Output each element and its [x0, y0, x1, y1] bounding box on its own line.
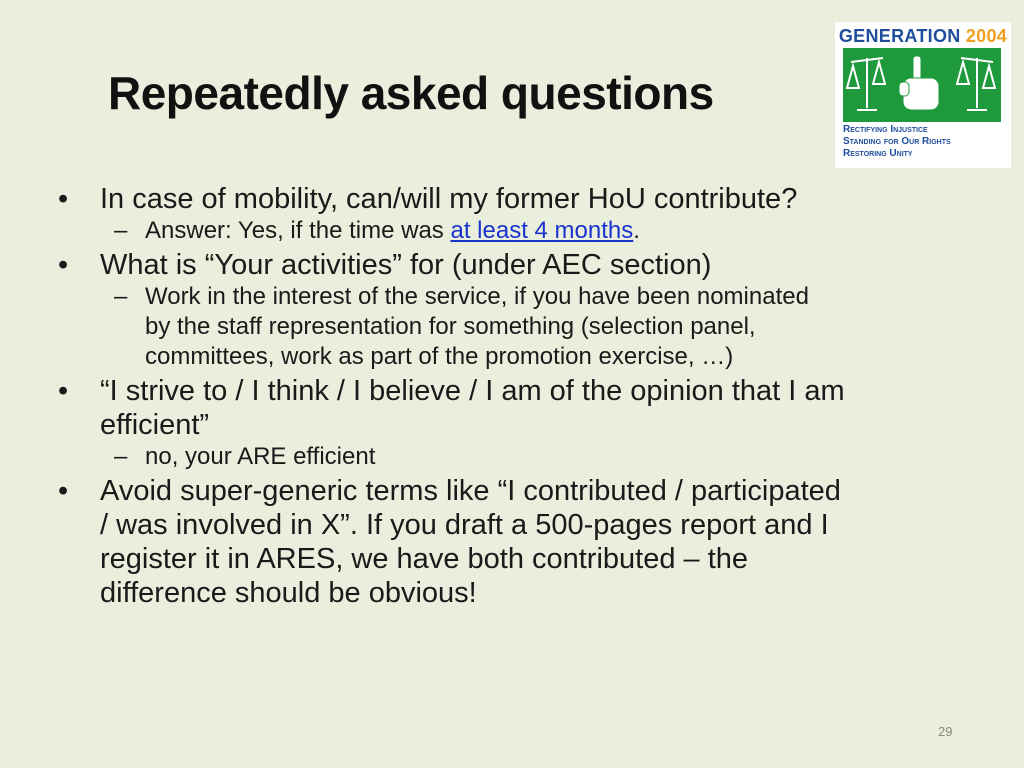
dash-icon: – [114, 217, 128, 244]
bullet-line: Avoid super-generic terms like “I contributed / participated [100, 475, 841, 507]
bullet-icon: • [58, 475, 69, 507]
slide-title: Repeatedly asked questions [108, 67, 714, 119]
sub-bullet-item [58, 282, 978, 372]
bullet-item [58, 474, 978, 610]
bullet-icon: • [58, 249, 69, 281]
page-number: 29 [938, 724, 953, 739]
dash-icon: – [114, 443, 128, 470]
bullet-line: register it in ARES, we have both contributed – the [100, 543, 749, 575]
bullet-text: In case of mobility, can/will my former HoU contribute? [100, 183, 798, 215]
bullet-item [58, 182, 978, 216]
bullet-text: What is “Your activities” for (under AEC section) [100, 249, 712, 281]
scale-icon [847, 58, 885, 110]
bullet-line: difference should be obvious! [100, 577, 477, 609]
slide-body [58, 180, 978, 610]
bullet-item [58, 374, 978, 442]
logo-title-generation: GENERATION [838, 26, 966, 46]
sub-bullet-text: . [633, 217, 640, 244]
at-least-4-months-link[interactable]: at least 4 months [450, 217, 634, 244]
bullet-icon: • [58, 183, 69, 215]
logo-title-year: 2004 [965, 26, 1008, 46]
logo-tagline-line: Rectifying Injustice [843, 124, 928, 135]
bullet-line: “I strive to / I think / I believe / I am of the opinion that I am [100, 375, 845, 407]
sub-bullet-item [58, 442, 978, 472]
dash-icon: – [114, 283, 128, 310]
logo-tagline [843, 124, 1005, 160]
logo-title [835, 26, 1011, 47]
sub-bullet-line: by the staff representation for something (selection panel, [145, 313, 756, 340]
logo-tagline-line: Standing for Our Rights [843, 136, 951, 147]
bullet-line: / was involved in X”. If you draft a 500-pages report and I [100, 509, 829, 541]
raised-hand-icon [899, 56, 939, 110]
bullet-line: efficient” [100, 409, 210, 441]
sub-bullet-line: committees, work as part of the promotion exercise, …) [145, 343, 734, 370]
logo-emblem [843, 48, 1001, 122]
sub-bullet-text: no, your ARE efficient [145, 443, 376, 470]
bullet-icon: • [58, 375, 69, 407]
sub-bullet-item [58, 216, 978, 246]
scale-icon [957, 58, 995, 110]
bullet-item [58, 248, 978, 282]
generation-2004-logo [835, 22, 1011, 168]
logo-emblem-graphic [843, 48, 1001, 122]
sub-bullet-text: Answer: Yes, if the time was [145, 217, 451, 244]
sub-bullet-line: Work in the interest of the service, if you have been nominated [145, 283, 809, 310]
logo-tagline-line: Restoring Unity [843, 148, 913, 159]
